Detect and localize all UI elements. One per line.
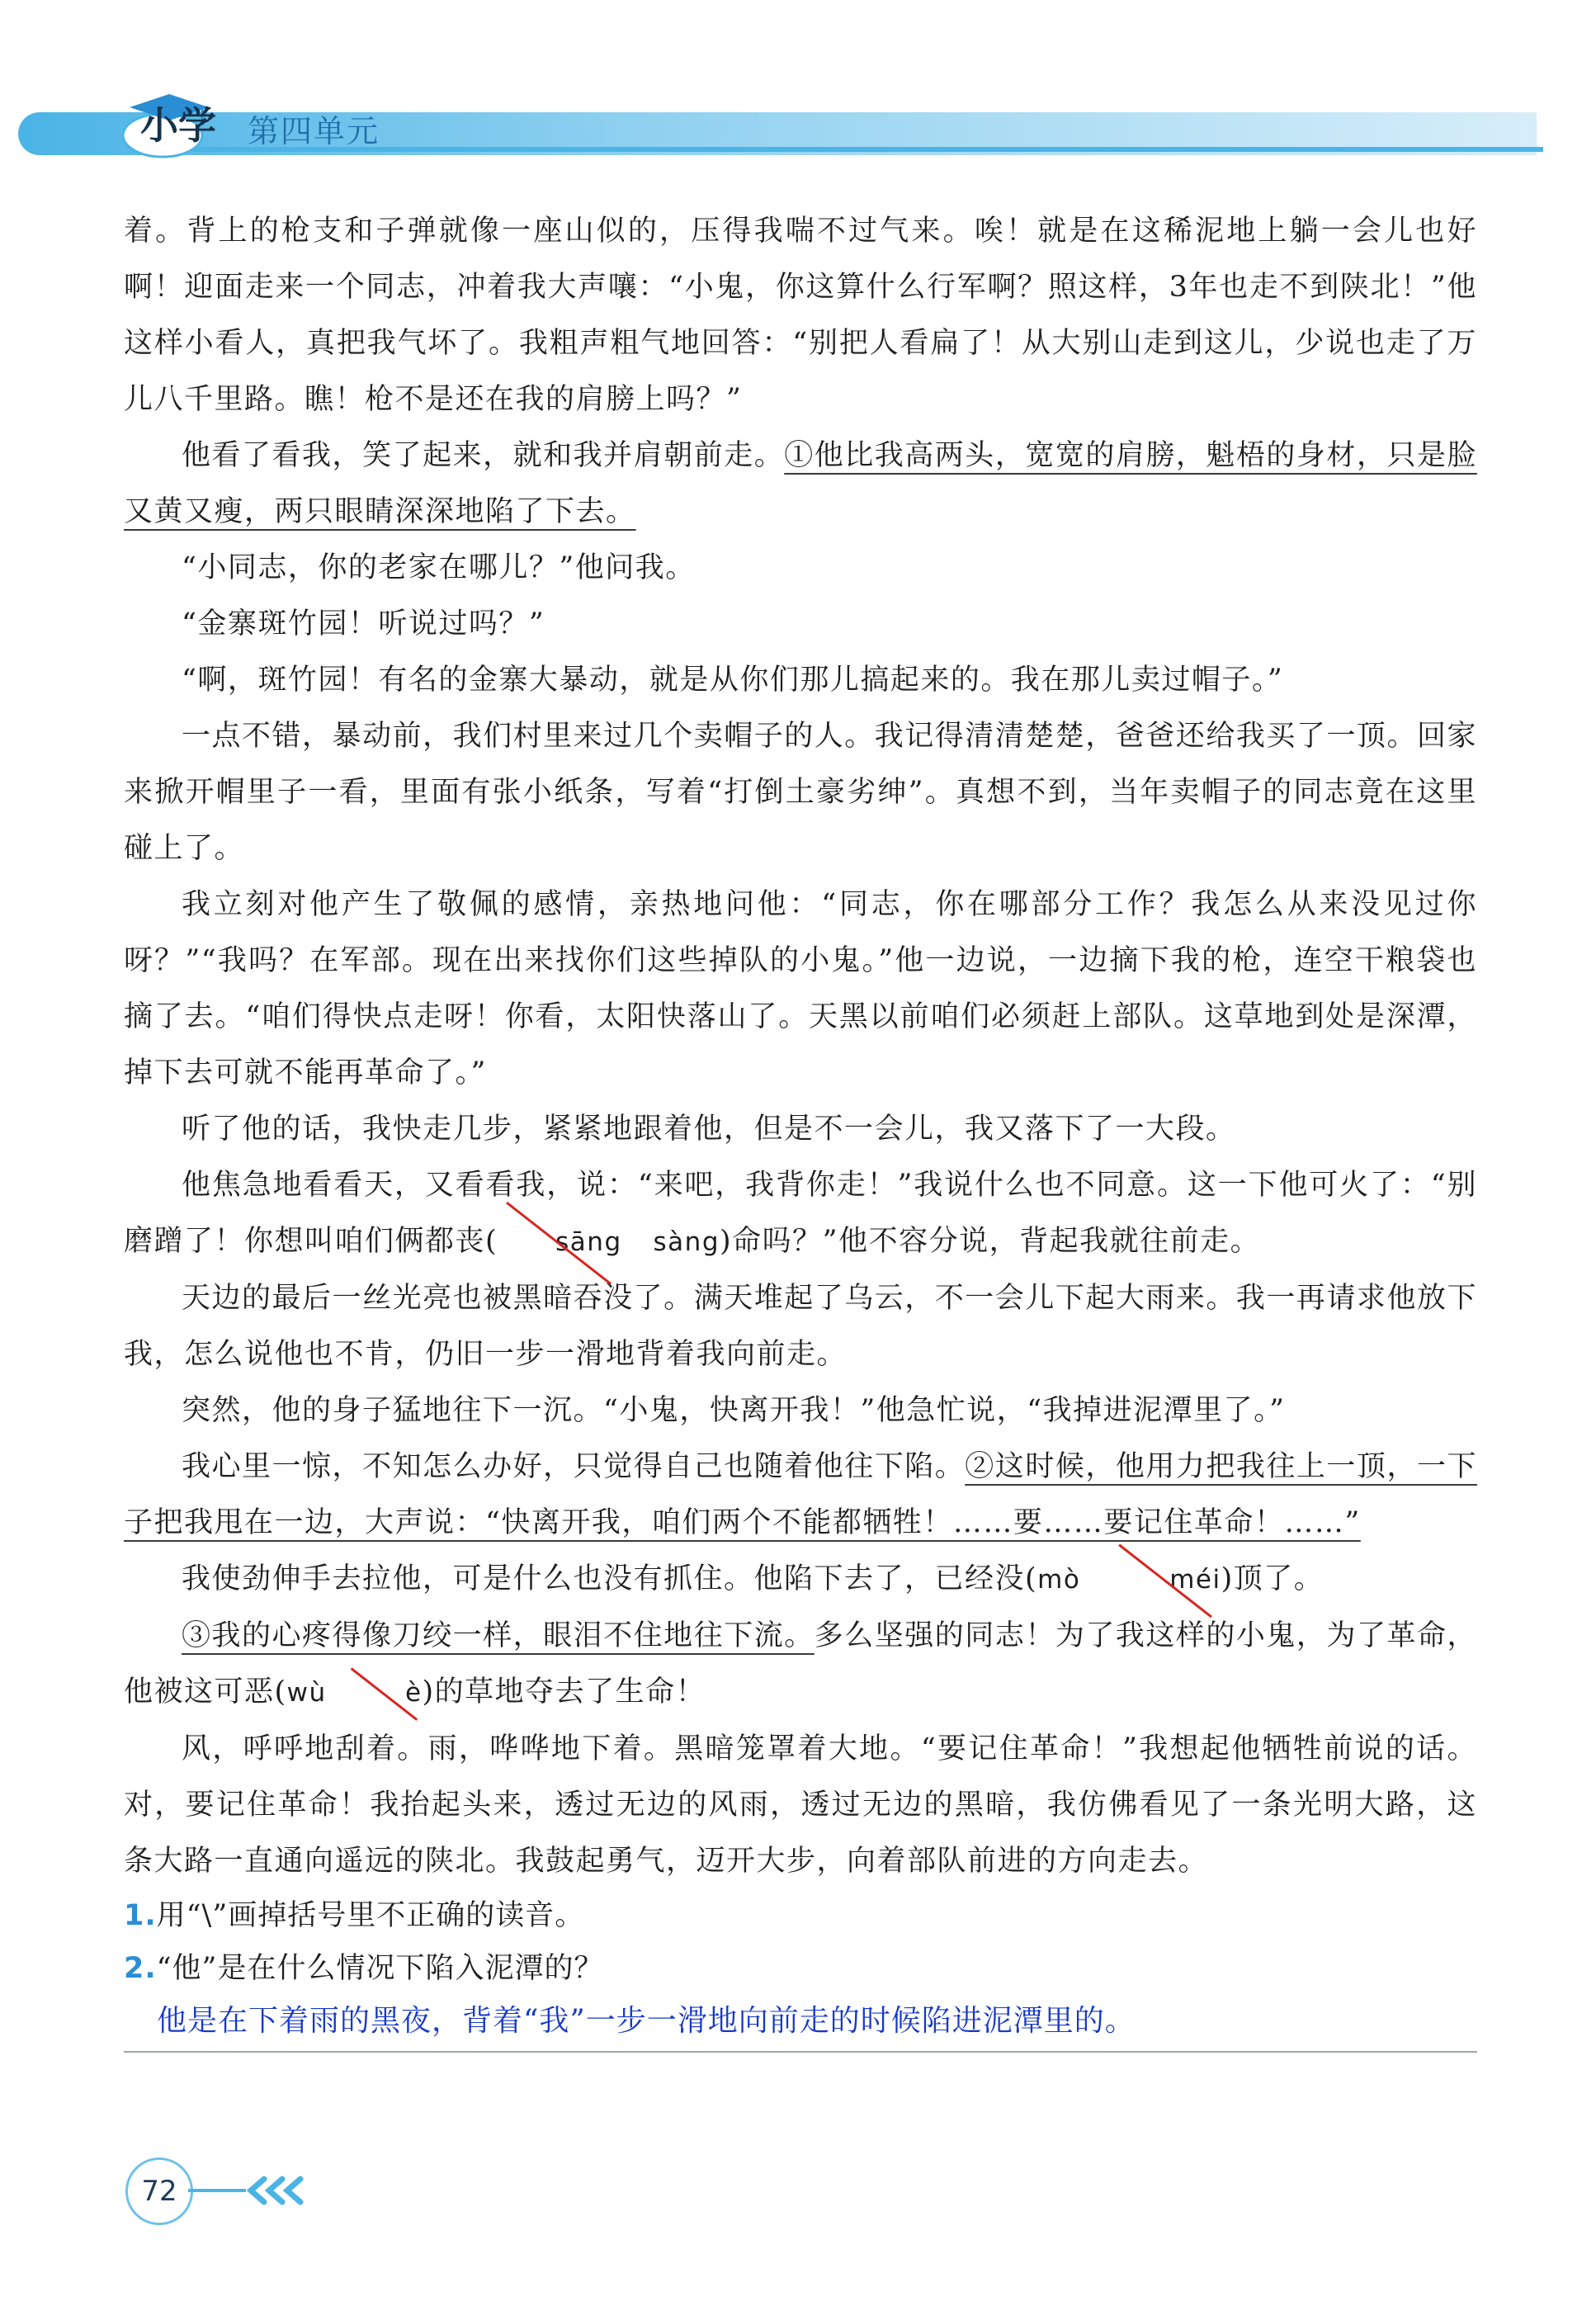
page-header <box>0 0 1596 165</box>
paragraph-14-text-b: 多么坚强的同志！为了我这样的小鬼，为了革命，他被这可恶( <box>124 1619 1477 1708</box>
logo-text: 小学 <box>140 103 216 148</box>
paragraph-15: 风，呼呼地刮着。雨，哗哗地下着。黑暗笼罩着大地。“要记住革命！”我想起他牺牲前说的话。对，要记住革命！我抬起头来，透过无边的风雨，透过无边的黑暗，我仿佛看见了一条光明大路，这条大路一直通向遥远的陕北。我鼓起勇气，迈开大步，向着部队前进的方向走去。 <box>124 1732 1477 1878</box>
paragraph-8: 听了他的话，我快走几步，紧紧地跟着他，但是不一会儿，我又落下了一大段。 <box>182 1113 1236 1146</box>
pinyin-option: sàng <box>653 1227 720 1257</box>
question-text: 用“\”画掉括号里不正确的读音。 <box>156 1899 585 1932</box>
paragraph-4: “金寨斑竹园！听说过吗？” <box>182 607 545 640</box>
pinyin-crossed-out: méi <box>1112 1552 1221 1608</box>
paragraph-13-text-b: )顶了。 <box>1221 1562 1324 1595</box>
answer-line <box>124 2051 1477 2053</box>
paragraph-11: 突然，他的身子猛地往下一沉。“小鬼，快离开我！”他急忙说，“我掉进泥潭里了。” <box>182 1394 1286 1427</box>
paragraph-14 <box>124 1608 1477 1721</box>
pinyin-crossed-out: sāng <box>498 1214 621 1270</box>
underlined-sentence-1: ①他比我高两头，宽宽的肩膀，魁梧的身材，只是脸又黄又瘦，两只眼睛深深地陷了下去。 <box>124 439 1477 528</box>
paragraph-6: 一点不错，暴动前，我们村里来过几个卖帽子的人。我记得清清楚楚，爸爸还给我买了一顶。回家来掀开帽里子一看，里面有张小纸条，写着“打倒土豪劣绅”。真想不到，当年卖帽子的同志竟在这里碰上了。 <box>124 720 1477 865</box>
paragraph-9 <box>124 1157 1477 1270</box>
paragraph-2-text: 他看了看我，笑了起来，就和我并肩朝前走。 <box>182 439 785 472</box>
page-number: 72 <box>125 2157 193 2225</box>
paragraph-2 <box>124 428 1477 540</box>
answer-2: 他是在下着雨的黑夜，背着“我”一步一滑地向前走的时候陷进泥潭里的。 <box>157 2004 1136 2038</box>
question-1 <box>124 1889 1477 1942</box>
question-2 <box>124 1942 1477 1995</box>
underlined-sentence-3: ③我的心疼得像刀绞一样，眼泪不住地往下流。 <box>182 1619 815 1652</box>
pinyin-crossed-out: è <box>347 1665 423 1721</box>
paragraph-9-text-b: )命吗？”他不容分说，背起我就往前走。 <box>720 1225 1261 1258</box>
paragraph-1: 着。背上的枪支和子弹就像一座山似的，压得我喘不过气来。唉！就是在这稀泥地上躺一会儿也好啊！迎面走来一个同志，冲着我大声嚷：“小鬼，你这算什么行军啊？照这样，3年也走不到陕北！”他这样小看人，真把我气坏了。我粗声粗气地回答：“别把人看扁了！从大别山走到这儿，少说也走了万儿八千里路。瞧！枪不是还在我的肩膀上吗？” <box>124 215 1477 416</box>
paragraph-3: “小同志，你的老家在哪儿？”他问我。 <box>182 551 696 584</box>
paragraph-12-text: 我心里一惊，不知怎么办好，只觉得自己也随着他往下陷。 <box>182 1450 966 1483</box>
question-number: 2. <box>124 1952 157 1985</box>
paragraph-9-text-a: 他焦急地看看天，又看看我，说：“来吧，我背你走！”我说什么也不同意。这一下他可火了：“别磨蹭了！你想叫咱们俩都丧( <box>124 1169 1477 1258</box>
header-stripe <box>190 147 1543 152</box>
paragraph-13-text-a: 我使劲伸手去拉他，可是什么也没有抓住。他陷下去了，已经没( <box>182 1562 1038 1595</box>
story-text <box>124 203 1477 2053</box>
pinyin-option: wù <box>286 1678 327 1708</box>
chevrons-icon <box>188 2174 312 2207</box>
question-number: 1. <box>124 1899 157 1932</box>
paragraph-10: 天边的最后一丝光亮也被黑暗吞没了。满天堆起了乌云，不一会儿下起大雨来。我一再请求他放下我，怎么说他也不肯，仍旧一步一滑地背着我向前走。 <box>124 1282 1477 1371</box>
paragraph-13 <box>124 1551 1477 1608</box>
pinyin-option: mò <box>1037 1565 1081 1595</box>
underlined-sentence-2: ②这时候，他用力把我往上一顶，一下子把我甩在一边，大声说：“快离开我，咱们两个不能都牺牲！……要……要记住革命！……” <box>124 1450 1477 1539</box>
question-text: “他”是在什么情况下陷入泥潭的？ <box>156 1952 604 1985</box>
paragraph-14-text-c: )的草地夺去了生命！ <box>422 1675 706 1708</box>
unit-title: 第四单元 <box>248 113 380 149</box>
paragraph-7: 我立刻对他产生了敬佩的感情，亲热地问他：“同志，你在哪部分工作？我怎么从来没见过你呀？”“我吗？在军部。现在出来找你们这些掉队的小鬼。”他一边说，一边摘下我的枪，连空干粮袋也摘了去。“咱们得快点走呀！你看，太阳快落山了。天黑以前咱们必须赶上部队。这草地到处是深潭，掉下去可就不能再革命了。” <box>124 888 1477 1089</box>
paragraph-5: “啊，斑竹园！有名的金寨大暴动，就是从你们那儿搞起来的。我在那儿卖过帽子。” <box>182 664 1284 697</box>
paragraph-12 <box>124 1439 1477 1551</box>
